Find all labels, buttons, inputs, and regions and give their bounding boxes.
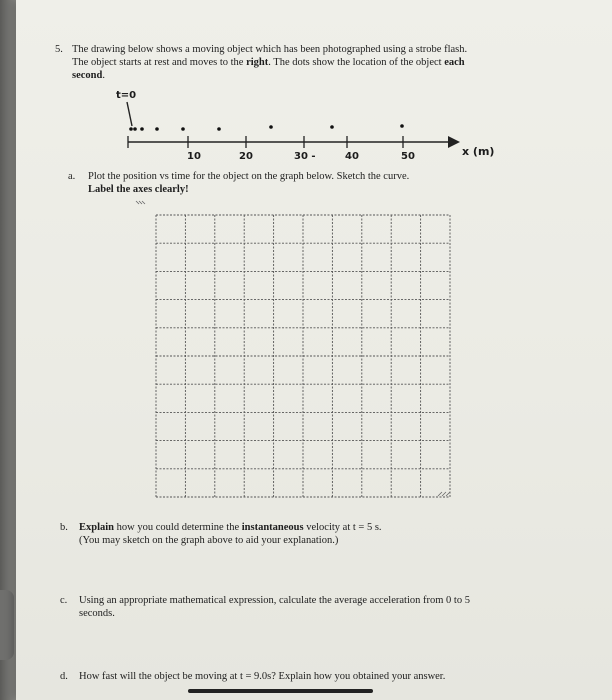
part-d-letter: d. bbox=[60, 671, 68, 682]
part-b-line-2: (You may sketch on the graph above to aid your explanation.) bbox=[79, 535, 339, 546]
part-c-text: Using an appropriate mathematical expression, calculate the average acceleration from 0 to 5 bbox=[79, 595, 470, 606]
part-a-letter: a. bbox=[68, 171, 76, 182]
tick-label-50: 50 bbox=[401, 151, 415, 162]
tick-label-10: 10 bbox=[187, 151, 201, 162]
intro-second-word: second bbox=[72, 70, 103, 81]
axis-label-x: x (m) bbox=[462, 145, 495, 158]
worksheet-page bbox=[16, 0, 612, 700]
part-b-instantaneous-word: instantaneous bbox=[241, 522, 304, 533]
strobe-dot-0 bbox=[129, 127, 133, 131]
tick-label-40: 40 bbox=[345, 151, 359, 162]
pen-mark-bar bbox=[188, 689, 373, 693]
part-b-text-mid: how you could determine the bbox=[114, 522, 242, 533]
part-b-letter: b. bbox=[60, 522, 68, 533]
strobe-dot-2 bbox=[140, 127, 144, 131]
tick-label-30: 30 - bbox=[294, 151, 316, 162]
strobe-dot-8 bbox=[400, 124, 404, 128]
part-b-text bbox=[79, 522, 382, 535]
part-a-label-instruction: Label the axes clearly! bbox=[88, 184, 189, 195]
start-arrow-stem bbox=[127, 102, 132, 126]
intro-line-1: The drawing below shows a moving object which has been photographed using a strobe flash. bbox=[72, 44, 468, 55]
strobe-dot-4 bbox=[181, 127, 185, 131]
problem-number: 5. bbox=[55, 44, 63, 55]
part-b-explain-word: Explain bbox=[79, 522, 115, 533]
number-line-arrowhead bbox=[448, 136, 460, 148]
blank-graph-grid bbox=[134, 200, 464, 510]
strobe-number-line bbox=[16, 0, 612, 100]
grid-lines bbox=[156, 215, 450, 497]
intro-line-2-a: The object starts at rest and moves to the bbox=[72, 57, 247, 68]
strobe-dot-7 bbox=[330, 125, 334, 129]
strobe-dot-5 bbox=[217, 127, 221, 131]
intro-each-word: each bbox=[444, 57, 465, 68]
intro-line-2-c: . The dots show the location of the object bbox=[268, 57, 445, 68]
strobe-dot-3 bbox=[155, 127, 159, 131]
grid-corner-hatch bbox=[136, 201, 145, 204]
part-b-text-end: velocity at t = 5 s. bbox=[303, 522, 382, 533]
grid-corner-hatch-end bbox=[438, 492, 450, 496]
start-time-label: t=0 bbox=[116, 90, 137, 101]
intro-line-3-end: . bbox=[102, 70, 105, 81]
part-c-letter: c. bbox=[60, 595, 68, 606]
part-d-text: How fast will the object be moving at t = 9.0s? Explain how you obtained your answer. bbox=[79, 671, 446, 682]
tick-label-20: 20 bbox=[239, 151, 253, 162]
part-a-text: Plot the position vs time for the object on the graph below. Sketch the curve. bbox=[88, 171, 410, 182]
part-c-line-2: seconds. bbox=[79, 608, 115, 619]
intro-right-word: right bbox=[246, 57, 269, 68]
thumb-shadow bbox=[0, 590, 14, 660]
strobe-dot-6 bbox=[269, 125, 273, 129]
strobe-dot-1 bbox=[133, 127, 137, 131]
